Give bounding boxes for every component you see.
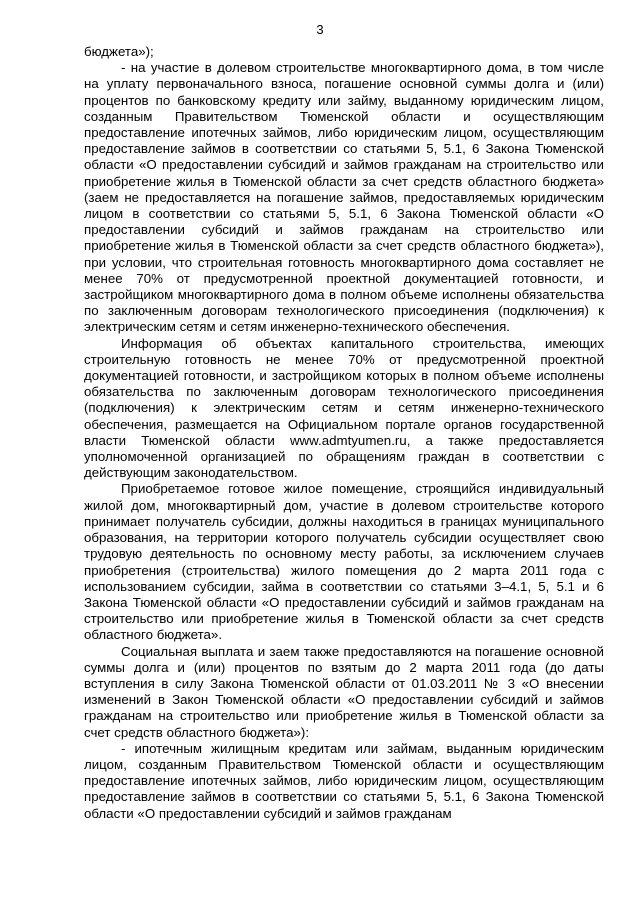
paragraph-mortgage-loans: - ипотечным жилищным кредитам или займам, выданным юридическим лицом, созданным Правительством Тюменской области и осуществляющим предоставление ипотечных займов, либо юридическим лицом, осуществляющим предоставление займов в соответствии со статьями 5, 5.1, 6 Закона Тюменской области «О предоставлении субсидий и займов гражданам: [84, 740, 604, 821]
paragraph-acquired-housing: Приобретаемое готовое жилое помещение, строящийся индивидуальный жилой дом, многоквартирный дом, участие в долевом строительстве которого принимает получатель субсидии, должны находиться в границах муниципального образования, на территории которого получатель субсидии осуществляет свою трудовую деятельность по основному месту работы, за исключением случаев приобретения (строительства) жилого помещения до 2 марта 2011 года с использованием субсидии, займа в соответствии со статьями 3–4.1, 5, 5.1 и 6 Закона Тюменской области «О предоставлении субсидий и займов гражданам на строительство или приобретение жилья в Тюменской области за счет средств областного бюджета».: [84, 481, 604, 643]
paragraph-social-payment: Социальная выплата и заем также предоставляются на погашение основной суммы долга и (или) процентов по взятым до 2 марта 2011 года (до даты вступления в силу Закона Тюменской области от 01.03.2011 № 3 «О внесении изменений в Закон Тюменской области «О предоставлении субсидий и займов гражданам на строительство или приобретение жилья в Тюменской области за счет средств областного бюджета»):: [84, 643, 604, 740]
document-body: [84, 44, 604, 822]
paragraph-information: Информация об объектах капитального строительства, имеющих строительную готовность не менее 70% от предусмотренной проектной документацией готовности, и застройщиком которых в полном объеме исполнены обязательства по заключенным договорам технологического присоединения (подключения) к электрическим сетям и сетям инженерно-технического обеспечения, размещается на Официальном портале органов государственной власти Тюменской области www.admtyumen.ru, а также предоставляется уполномоченной организацией по обращениям граждан в соответствии с действующим законодательством.: [84, 335, 604, 481]
paragraph-continuation: бюджета»);: [84, 44, 154, 59]
paragraph-shared-construction: - на участие в долевом строительстве многоквартирного дома, в том числе на уплату первоначального взноса, погашение основной суммы долга и (или) процентов по банковскому кредиту или займу, выданному юридическим лицом, созданным Правительством Тюменской области и осуществляющим предоставление ипотечных займов, либо юридическим лицом, осуществляющим предоставление займов в соответствии со статьями 5, 5.1, 6 Закона Тюменской области «О предоставлении субсидий и займов гражданам на строительство или приобретение жилья в Тюменской области за счет средств областного бюджета» (заем не предоставляется на погашение займов, предоставляемых юридическим лицом в соответствии со статьями 5, 5.1, 6 Закона Тюменской области «О предоставлении субсидий и займов гражданам на строительство или приобретение жилья в Тюменской области за счет средств областного бюджета»), при условии, что строительная готовность многоквартирного дома составляет не менее 70% от предусмотренной проектной документацией готовности, и застройщиком многоквартирного дома в полном объеме исполнены обязательства по заключенным договорам технологического присоединения (подключения) к электрическим сетям и сетям инженерно-технического обеспечения.: [84, 60, 604, 335]
page-number: 3: [316, 22, 324, 37]
